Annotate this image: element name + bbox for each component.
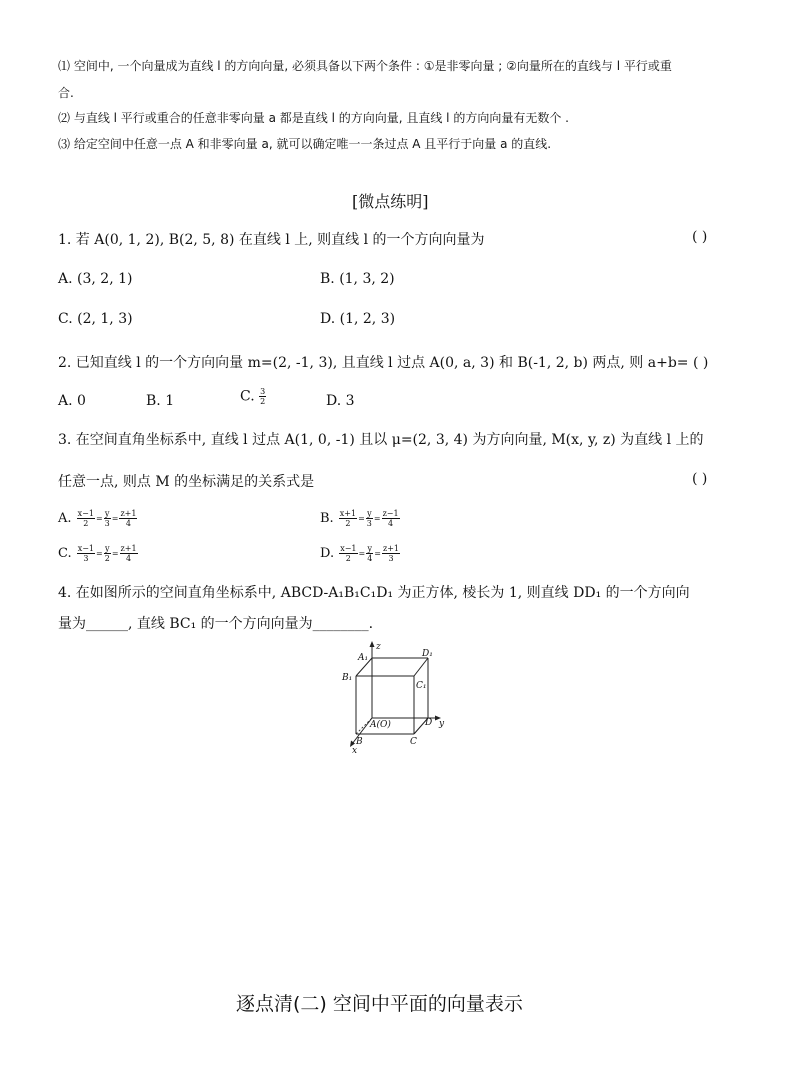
fraction-numerator: x−1: [77, 544, 95, 553]
q2-option-d: D. 3: [326, 393, 355, 409]
option-label: B.: [320, 511, 334, 526]
q3-option-d: [320, 543, 400, 563]
fraction-numerator: x−1: [77, 509, 94, 518]
equals-sign: =: [373, 514, 381, 523]
equals-sign: =: [95, 514, 103, 523]
fraction-denominator: 2: [104, 554, 110, 563]
q2-option-c: [240, 387, 266, 406]
fraction: [104, 509, 111, 528]
vertex-d-label: D: [425, 718, 433, 728]
q1-answer-paren: ( ): [692, 229, 708, 245]
note-1-line-2: 合.: [58, 86, 74, 100]
q3-stem-line-1: 3. 在空间直角坐标系中, 直线 l 过点 A(1, 0, -1) 且以 μ=(2, 3, 4) 为方向向量, M(x, y, z) 为直线 l 上的: [58, 432, 704, 448]
equals-sign: =: [358, 549, 366, 558]
fraction-numerator: z+1: [120, 544, 137, 553]
q2-option-b: B. 1: [146, 393, 175, 409]
fraction: [77, 544, 95, 563]
practice-heading: [微点练明]: [352, 192, 429, 211]
fraction: [382, 509, 400, 528]
q1-stem: 1. 若 A(0, 1, 2), B(2, 5, 8) 在直线 l 上, 则直线 l 的一个方向向量为: [58, 232, 485, 248]
q3-answer-paren: ( ): [692, 471, 708, 487]
q2-option-c-label: C.: [240, 388, 255, 405]
note-1-line-1: ⑴ 空间中, 一个向量成为直线 l 的方向向量, 必须具备以下两个条件 : ①是非零向量 ; ②向量所在的直线与 l 平行或重: [58, 59, 672, 73]
q3-option-c: [58, 543, 138, 563]
q4-line-1: 4. 在如图所示的空间直角坐标系中, ABCD-A₁B₁C₁D₁ 为正方体, 棱长为 1, 则直线 DD₁ 的一个方向向: [58, 585, 690, 601]
q2-stem: 2. 已知直线 l 的一个方向向量 m=(2, -1, 3), 且直线 l 过点 A(0, a, 3) 和 B(-1, 2, b) 两点, 则 a+b= ( ): [58, 355, 709, 371]
vertex-c1-label: C₁: [416, 681, 427, 691]
fraction: [120, 544, 138, 563]
vertex-b1-label: B₁: [342, 673, 353, 683]
fraction-denominator: 4: [367, 554, 373, 563]
fraction-numerator: 3: [260, 387, 266, 396]
q2-option-c-fraction: [259, 387, 266, 406]
fraction-denominator: 3: [83, 554, 89, 563]
fraction: [339, 544, 357, 563]
q3-option-b: [320, 508, 400, 528]
edge-c1-d1: [414, 658, 428, 676]
q1-option-b: B. (1, 3, 2): [320, 271, 395, 287]
fraction: [119, 509, 137, 528]
q1-option-c: C. (2, 1, 3): [58, 311, 133, 327]
fraction: [339, 509, 357, 528]
q4-line-2: 量为______, 直线 BC₁ 的一个方向向量为________.: [58, 616, 374, 632]
equals-sign: =: [96, 549, 103, 558]
section-title: 逐点清(二) 空间中平面的向量表示: [236, 993, 523, 1015]
equals-sign: =: [111, 514, 119, 523]
y-axis-label: y: [439, 719, 445, 729]
q3-option-a: [58, 508, 137, 528]
fraction: [366, 509, 373, 528]
fraction: [382, 544, 400, 563]
vertex-a-origin-label: A(O): [370, 720, 391, 730]
vertex-a1-label: A₁: [358, 653, 369, 663]
fraction-numerator: y: [367, 509, 372, 518]
fraction-denominator: 4: [125, 519, 131, 528]
cube-figure: [330, 640, 460, 755]
fraction-denominator: 4: [388, 519, 394, 528]
option-label: C.: [58, 546, 72, 561]
fraction: [366, 544, 373, 563]
fraction-numerator: z−1: [382, 509, 399, 518]
fraction-numerator: y: [104, 509, 110, 518]
equals-sign: =: [374, 549, 381, 558]
vertex-b-label: B: [356, 737, 363, 747]
note-3: ⑶ 给定空间中任意一点 A 和非零向量 a, 就可以确定唯一一条过点 A 且平行于向量 a 的直线.: [58, 137, 552, 151]
fraction-numerator: x−1: [340, 544, 357, 553]
fraction-numerator: z+1: [383, 544, 400, 553]
note-2: ⑵ 与直线 l 平行或重合的任意非零向量 a 都是直线 l 的方向向量, 且直线 l 的方向向量有无数个 .: [58, 111, 569, 125]
q1-option-d: D. (1, 2, 3): [320, 311, 396, 327]
fraction-numerator: z+1: [120, 509, 137, 518]
q2-option-a: A. 0: [58, 393, 86, 409]
q3-stem-line-2: 任意一点, 则点 M 的坐标满足的关系式是: [58, 474, 315, 490]
equals-sign: =: [358, 514, 365, 523]
fraction-numerator: y: [367, 544, 373, 553]
fraction-denominator: 3: [388, 554, 394, 563]
equals-sign: =: [111, 549, 119, 558]
fraction: [77, 509, 95, 528]
z-axis-label: z: [376, 642, 381, 652]
fraction-denominator: 2: [83, 519, 89, 528]
fraction-numerator: x+1: [339, 509, 357, 518]
z-axis-arrow: [370, 641, 375, 647]
vertex-d1-label: D₁: [422, 649, 433, 659]
fraction-denominator: 4: [125, 554, 132, 563]
option-label: A.: [58, 511, 72, 526]
fraction-numerator: y: [105, 544, 110, 553]
vertex-c-label: C: [410, 737, 417, 747]
fraction-denominator: 2: [345, 554, 351, 563]
q1-option-a: A. (3, 2, 1): [58, 271, 133, 287]
x-axis-label: x: [352, 746, 358, 755]
fraction-denominator: 2: [260, 397, 266, 406]
fraction-denominator: 2: [345, 519, 351, 528]
fraction-denominator: 3: [104, 519, 110, 528]
fraction: [104, 544, 111, 563]
fraction-denominator: 3: [366, 519, 372, 528]
option-label: D.: [320, 546, 335, 561]
